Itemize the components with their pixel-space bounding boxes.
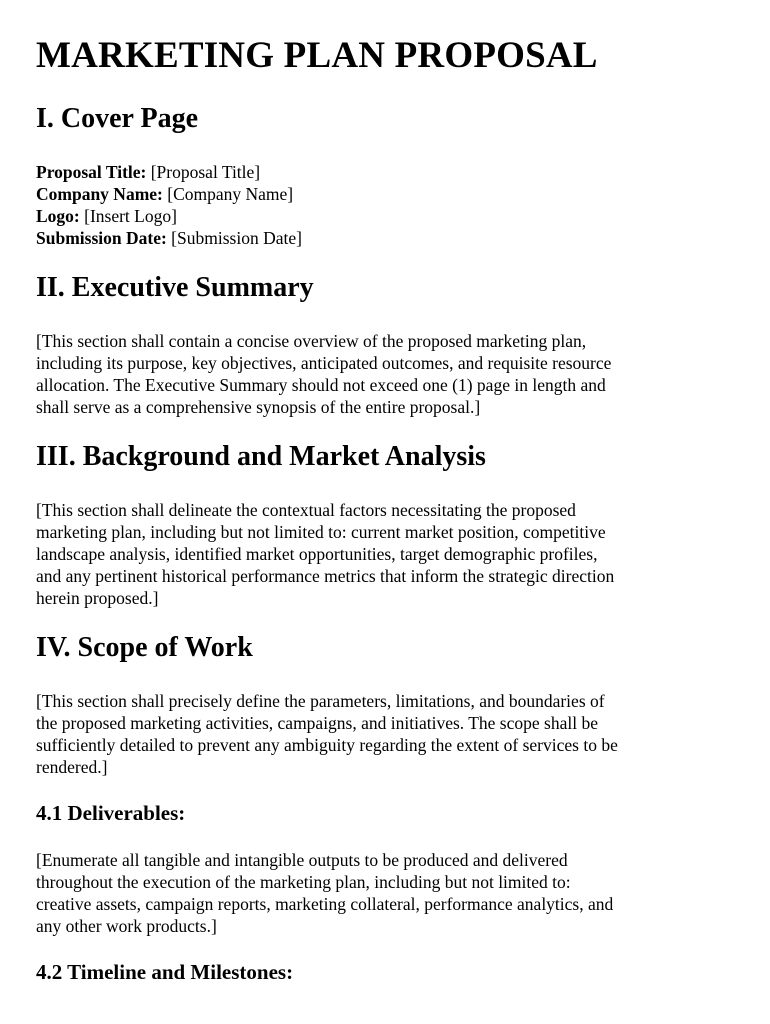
- field-value: [Submission Date]: [166, 228, 302, 248]
- field-value: [Insert Logo]: [79, 206, 177, 226]
- field-label: Company Name:: [36, 184, 163, 204]
- paragraph-line: including its purpose, key objectives, anticipated outcomes, and requisite resource: [36, 353, 612, 373]
- field-value: [Company Name]: [162, 184, 294, 204]
- document-title: MARKETING PLAN PROPOSAL: [36, 35, 598, 76]
- timeline-heading: 4.2 Timeline and Milestones:: [36, 960, 294, 984]
- paragraph-line: [Enumerate all tangible and intangible outputs to be produced and delivered: [36, 850, 568, 870]
- paragraph-line: creative assets, campaign reports, marketing collateral, performance analytics, and: [36, 894, 614, 914]
- background-paragraph: [36, 499, 736, 609]
- paragraph-line: allocation. The Executive Summary should not exceed one (1) page in length and: [36, 375, 606, 395]
- proposal-title-field: [36, 161, 736, 183]
- paragraph-line: and any pertinent historical performance metrics that inform the strategic direction: [36, 566, 615, 586]
- cover-page-heading: I. Cover Page: [36, 103, 198, 134]
- paragraph-line: rendered.]: [36, 757, 108, 777]
- submission-date-field: [36, 227, 736, 249]
- cover-page-fields: [36, 161, 736, 249]
- logo-field: [36, 205, 736, 227]
- executive-summary-heading: II. Executive Summary: [36, 272, 314, 303]
- background-heading: III. Background and Market Analysis: [36, 441, 486, 472]
- deliverables-heading: 4.1 Deliverables:: [36, 801, 186, 825]
- paragraph-line: the proposed marketing activities, campaigns, and initiatives. The scope shall be: [36, 713, 598, 733]
- field-label: Logo:: [36, 206, 80, 226]
- paragraph-line: landscape analysis, identified market opportunities, target demographic profiles,: [36, 544, 598, 564]
- paragraph-line: [This section shall precisely define the parameters, limitations, and boundaries of: [36, 691, 605, 711]
- paragraph-line: sufficiently detailed to prevent any ambiguity regarding the extent of services to be: [36, 735, 618, 755]
- scope-of-work-paragraph: [36, 690, 736, 778]
- paragraph-line: [This section shall delineate the contextual factors necessitating the proposed: [36, 500, 576, 520]
- company-name-field: [36, 183, 736, 205]
- paragraph-line: throughout the execution of the marketing plan, including but not limited to:: [36, 872, 571, 892]
- paragraph-line: shall serve as a comprehensive synopsis of the entire proposal.]: [36, 397, 481, 417]
- paragraph-line: marketing plan, including but not limited to: current market position, competitive: [36, 522, 606, 542]
- paragraph-line: any other work products.]: [36, 916, 217, 936]
- field-label: Submission Date:: [36, 228, 167, 248]
- deliverables-paragraph: [36, 849, 736, 937]
- field-label: Proposal Title:: [36, 162, 147, 182]
- executive-summary-paragraph: [36, 330, 736, 418]
- scope-of-work-heading: IV. Scope of Work: [36, 632, 253, 663]
- field-value: [Proposal Title]: [146, 162, 261, 182]
- paragraph-line: herein proposed.]: [36, 588, 159, 608]
- paragraph-line: [This section shall contain a concise overview of the proposed marketing plan,: [36, 331, 587, 351]
